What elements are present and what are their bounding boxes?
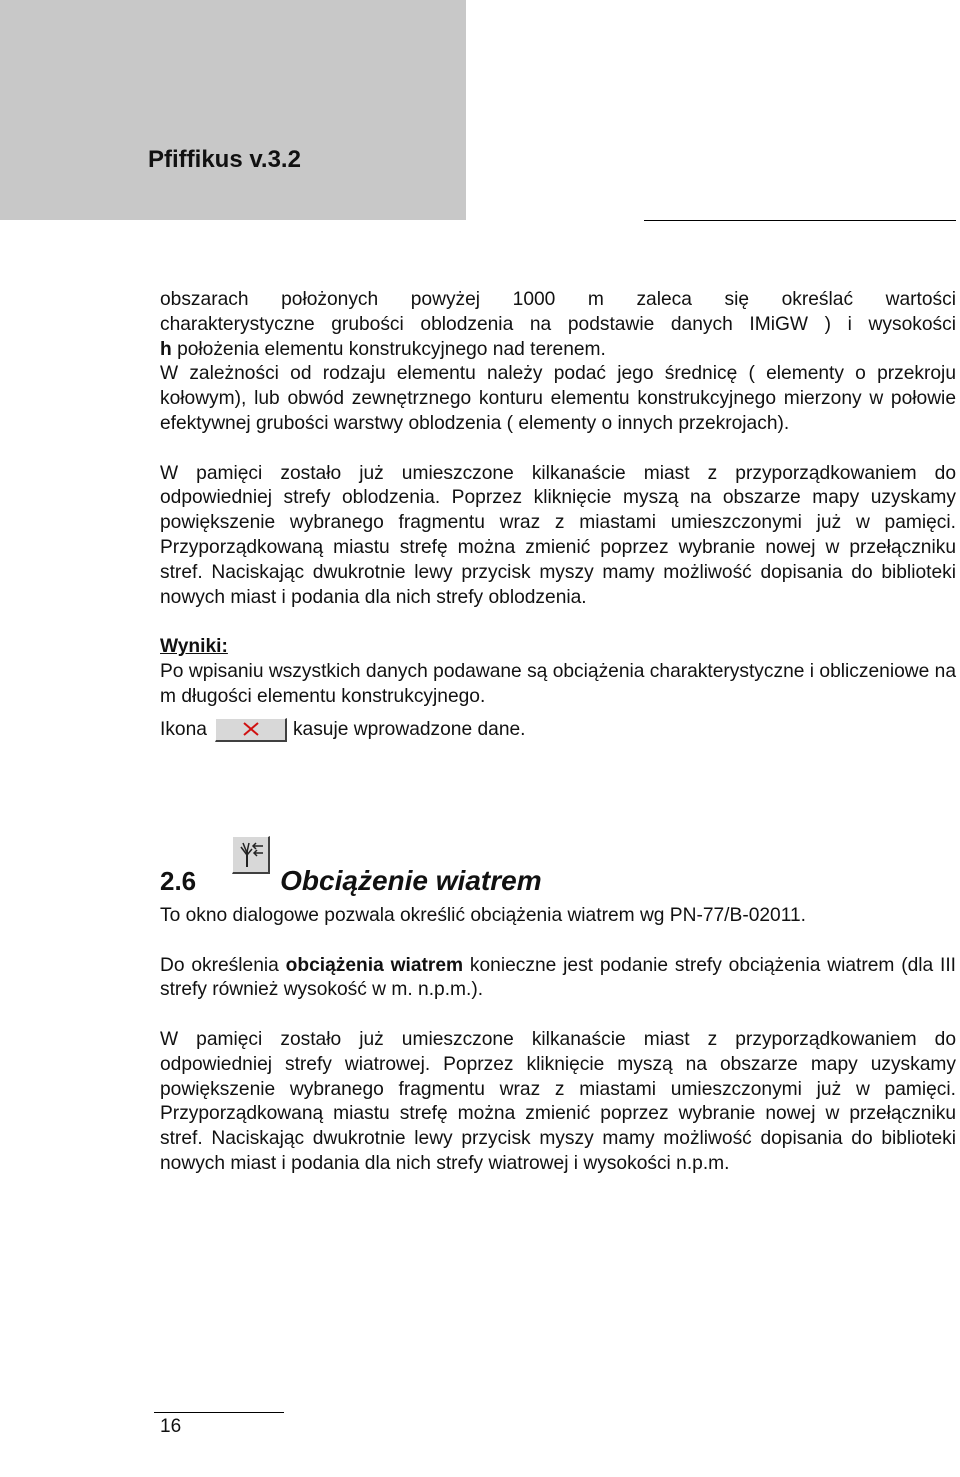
section-number: 2.6 — [160, 866, 197, 896]
symbol-h: h — [160, 338, 172, 360]
wind-def-suffix: konieczne jest podanie strefy obciążenia wiatrem (dla III strefy również wysokość w m. n.p.m.). — [160, 954, 957, 1001]
paragraph-ice-intro — [160, 288, 956, 313]
line-2: charakterystyczne grubości oblodzenia na podstawie danych IMiGW ) i wysokości — [160, 313, 956, 335]
line-3: położenia elementu konstrukcyjnego nad terenem. — [171, 338, 606, 360]
paragraph-wind-intro: To okno dialogowe pozwala określić obciążenia wiatrem wg PN-77/B-02011. — [160, 905, 806, 926]
wind-tree-icon — [233, 837, 267, 871]
content-wind — [160, 904, 956, 1177]
section-title: Obciążenie wiatrem — [280, 865, 542, 896]
header-rule — [644, 220, 956, 221]
wind-def-bold: obciążenia wiatrem — [285, 954, 464, 976]
paragraph-ice-intro-2 — [160, 313, 956, 338]
page-number: 16 — [160, 1416, 182, 1437]
results-text: Po wpisaniu wszystkich danych podawane są obciążenia charakterystyczne i obliczeniowe na m długości elementu konstrukcyjnego. — [160, 660, 956, 707]
wind-button[interactable] — [232, 836, 270, 874]
content-top — [160, 288, 956, 742]
document-title: Pfiffikus v.3.2 — [148, 146, 301, 173]
header-band — [0, 0, 466, 220]
results-label — [160, 635, 956, 660]
paragraph-ice-intro-3 — [160, 338, 956, 363]
icon-prefix: Ikona — [160, 718, 207, 740]
paragraph-diameter: W zależności od rodzaju elementu należy podać jego średnicę ( elementy o przekroju kołowym), lub obwód zewnętrznego konturu elementu konstrukcyjnego mierzony w połowie efektywnej grubości warstwy oblodzenia ( elementy o innych przekrojach). — [160, 363, 956, 434]
paragraph-cities-ice: W pamięci zostało już umieszczone kilkanaście miast z przyporządkowaniem do odpowiedniej strefy oblodzenia. Poprzez kliknięcie myszą na obszarze mapy uzyskamy powiększenie wybranego fragmentu wraz z miastami umieszczonymi już w pamięci. Przyporządkowaną miastu strefę można zmienić poprzez wybranie nowej w przełączniku stref. Naciskając dwukrotnie lewy przycisk myszy mamy możliwość dopisania do biblioteki nowych miast i podania dla nich strefy oblodzenia. — [160, 462, 956, 608]
results-label-text: Wyniki: — [160, 636, 228, 658]
line-1: obszarach położonych powyżej 1000 m zaleca się określać wartości — [160, 289, 956, 310]
icon-line — [160, 718, 956, 743]
paragraph-wind-definition — [160, 954, 956, 1004]
close-x-icon — [242, 722, 260, 736]
wind-def-prefix: Do określenia — [160, 954, 286, 976]
delete-button[interactable] — [215, 718, 287, 742]
icon-suffix: kasuje wprowadzone dane. — [292, 718, 526, 740]
footer-rule — [154, 1412, 284, 1413]
paragraph-cities-wind: W pamięci zostało już umieszczone kilkanaście miast z przyporządkowaniem do odpowiedniej strefy wiatrowej. Poprzez kliknięcie myszą na obszarze mapy uzyskamy powiększenie wybranego fragmentu wraz z miastami umieszczonymi już w pamięci. Przyporządkowaną miastu strefę można zmienić poprzez wybranie nowej w przełączniku stref. Naciskając dwukrotnie lewy przycisk myszy mamy możliwość dopisania do biblioteki nowych miast i podania dla nich strefy wiatrowej i wysokości n.p.m. — [160, 1028, 956, 1174]
section-heading — [160, 836, 542, 896]
